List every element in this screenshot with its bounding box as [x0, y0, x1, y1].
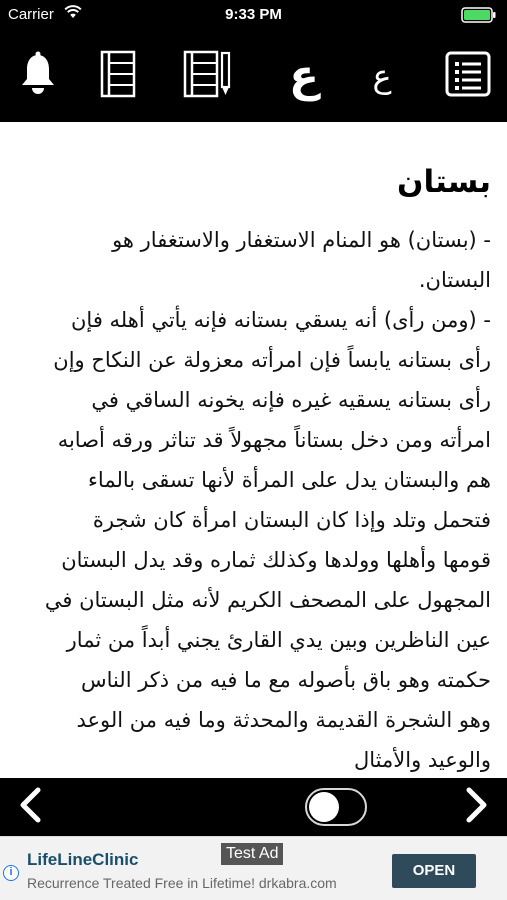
- article-line: فتحمل وتلد وإذا كان البستان امرأة كان شجرة: [92, 508, 491, 532]
- article-line: حكمته وهو باق بأصوله مع ما فيه من ذكر الناس: [80, 668, 491, 692]
- article-line: قومها وأهلها وولدها وكذلك ثماره وقد يدل البستان: [61, 548, 491, 572]
- font-size-large-button[interactable]: [268, 30, 340, 122]
- clock-time: 9:33 PM: [225, 6, 282, 23]
- font-size-small-button[interactable]: [346, 30, 418, 122]
- notebook-icon: [98, 49, 138, 103]
- night-mode-toggle[interactable]: [305, 788, 367, 826]
- ad-banner[interactable]: [0, 836, 507, 900]
- article-title: بستان: [397, 164, 491, 200]
- article-line: عين الناظرين وبين يدي القارئ يجني أبداً من ثمار: [66, 628, 491, 652]
- font-small-label: ع: [372, 57, 392, 95]
- battery-icon: [461, 7, 497, 27]
- article-line: - (بستان) هو المنام الاستغفار والاستغفار هو: [112, 228, 491, 252]
- next-button[interactable]: [447, 778, 507, 836]
- bell-icon: [18, 51, 58, 101]
- article-line: - (ومن رأى) أنه يسقي بستانه فإنه يأتي أهله فإن: [71, 308, 491, 332]
- article-line: والوعيد والأمثال: [354, 748, 491, 772]
- toggle-knob: [309, 792, 339, 822]
- notebook-button[interactable]: [82, 30, 154, 122]
- previous-button[interactable]: [0, 778, 60, 836]
- status-bar: [0, 0, 507, 30]
- chevron-right-icon: [463, 787, 491, 827]
- article-line: هم والبستان يدل على المرأة لأنها تسقى بالماء: [88, 468, 491, 492]
- test-ad-label: Test Ad: [221, 843, 283, 865]
- notifications-button[interactable]: [2, 30, 74, 122]
- list-menu-icon: [445, 51, 491, 101]
- notebook-pencil-icon: [182, 49, 234, 103]
- menu-button[interactable]: [432, 30, 504, 122]
- carrier-label: Carrier: [8, 6, 54, 23]
- font-large-label: ع: [288, 50, 320, 102]
- ad-info-icon[interactable]: i: [3, 865, 19, 881]
- ad-open-button[interactable]: OPEN: [392, 854, 476, 888]
- article-line: وهو الشجرة القديمة والمحدثة وما فيه من الوعد: [76, 708, 491, 732]
- notebook-edit-button[interactable]: [172, 30, 244, 122]
- article-line: البستان.: [418, 268, 491, 292]
- chevron-left-icon: [16, 787, 44, 827]
- article-line: المجهول على المصحف الكريم لأنه مثل البستان في: [44, 588, 491, 612]
- ad-tagline[interactable]: Recurrence Treated Free in Lifetime! drkabra.com: [27, 875, 337, 891]
- top-toolbar: [0, 30, 507, 122]
- article-line: رأى بستانه يابساً فإن امرأته معزولة عن النكاح وإن: [53, 348, 491, 372]
- ad-advertiser[interactable]: LifeLineClinic: [27, 850, 139, 869]
- bottom-nav-bar: [0, 778, 507, 836]
- article-content[interactable]: [0, 122, 507, 778]
- article-line: امرأته ومن دخل بستاناً مجهولاً قد تناثر ورقه أصابه: [57, 428, 491, 452]
- article-line: رأى بستانه يسقيه غيره فإنه يخونه الساقي في: [91, 388, 491, 412]
